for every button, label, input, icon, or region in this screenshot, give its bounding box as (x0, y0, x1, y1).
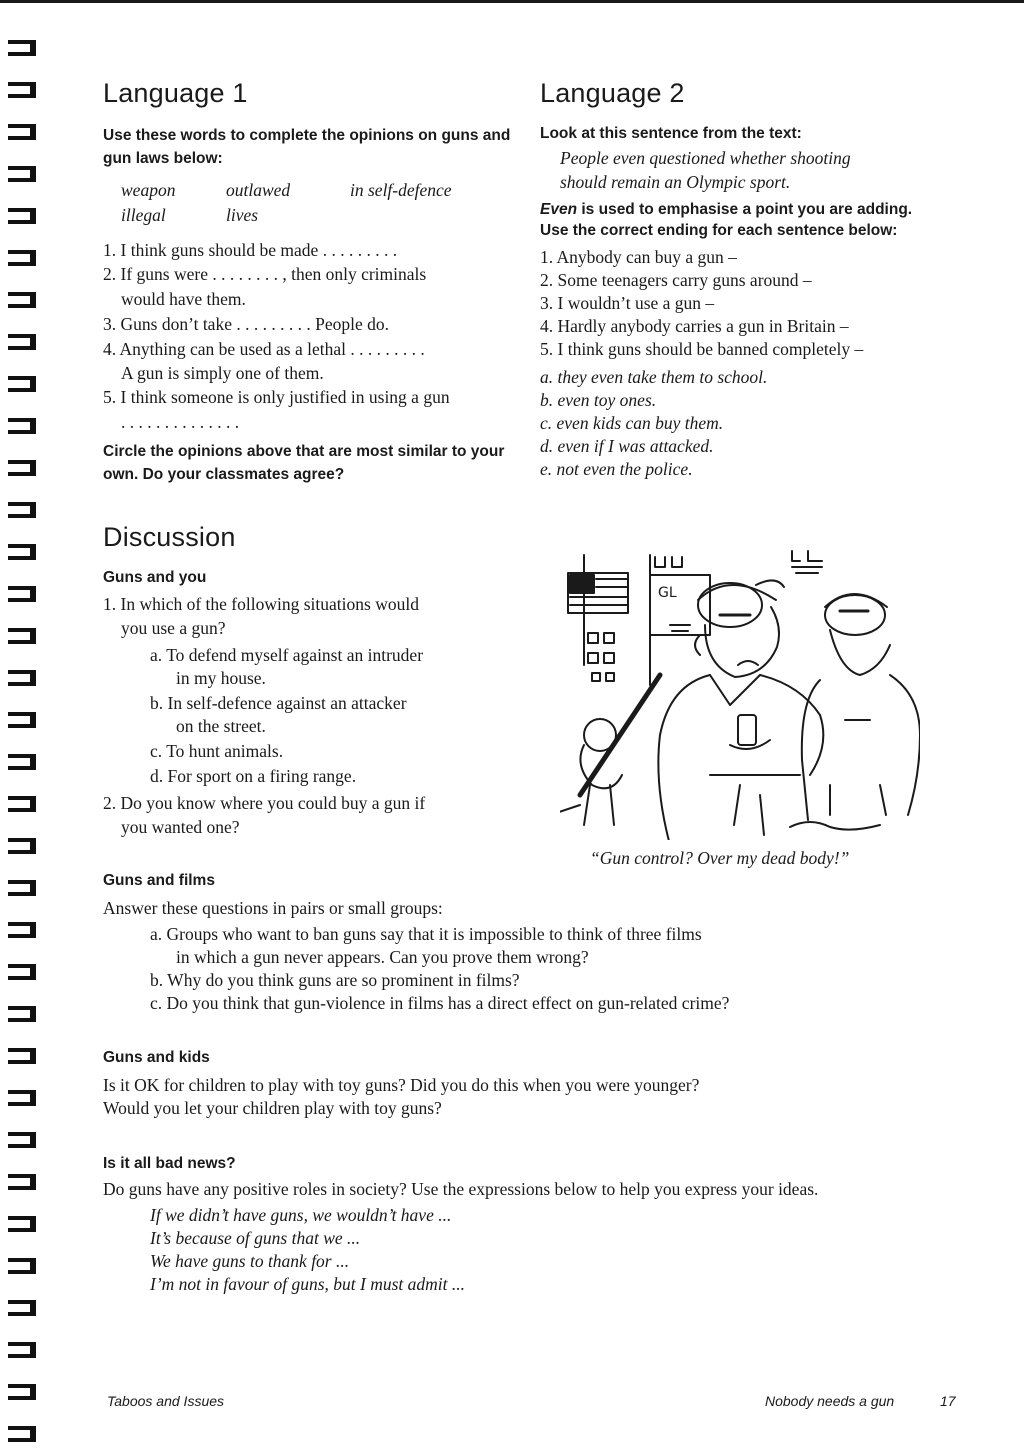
expression-4: I’m not in favour of guns, but I must admit ... (150, 1274, 465, 1294)
language2-item-4: 4. Hardly anybody carries a gun in Britain – (540, 316, 849, 336)
language2-heading: Language 2 (540, 78, 685, 108)
guns-and-kids-line-2: Would you let your children play with toy guns? (103, 1098, 442, 1118)
binding-ring (8, 1426, 36, 1442)
page-number: 17 (940, 1393, 956, 1409)
language1-closing: Circle the opinions above that are most similar to your own. Do your classmates agree? (103, 443, 505, 483)
binding-ring (8, 1216, 36, 1232)
language1-item-3: 3. Guns don’t take . . . . . . . . . People do. (103, 314, 389, 334)
language2-item-3: 3. I wouldn’t use a gun – (540, 293, 715, 313)
footer-right: Nobody needs a gun (765, 1393, 895, 1409)
binding-ring (8, 82, 36, 98)
language2-instruction: Look at this sentence from the text: (540, 125, 802, 142)
language2-instruction-2: Use the correct ending for each sentence below: (540, 222, 898, 239)
binding-ring (8, 208, 36, 224)
guns-and-you-option-c: c. To hunt animals. (150, 741, 284, 761)
binding-ring (8, 1090, 36, 1106)
footer-left: Taboos and Issues (107, 1393, 225, 1409)
language1-heading: Language 1 (103, 78, 248, 108)
binding-ring (8, 418, 36, 434)
expression-1: If we didn’t have guns, we wouldn’t have ... (150, 1205, 452, 1225)
language1-instruction: Use these words to complete the opinions on guns and gun laws below: (103, 127, 511, 167)
binding-ring (8, 334, 36, 350)
binding-ring (8, 502, 36, 518)
guns-and-you-option-a: a. To defend myself against an intruder (150, 645, 424, 665)
word-in-self-defence: in self-defence (350, 180, 452, 200)
guns-and-films-item-a: a. Groups who want to ban guns say that it is impossible to think of three films (150, 924, 702, 944)
ending-a: a. they even take them to school. (540, 367, 768, 387)
binding-ring (8, 250, 36, 266)
binding-ring (8, 544, 36, 560)
guns-and-you-option-a-cont: in my house. (176, 668, 266, 688)
language1-item-4-cont: A gun is simply one of them. (121, 363, 324, 383)
word-weapon: weapon (121, 180, 176, 200)
expression-2: It’s because of guns that we ... (150, 1228, 361, 1248)
guns-and-films-title: Guns and films (103, 872, 215, 889)
quote-line-2: should remain an Olympic sport. (560, 172, 791, 192)
language1-item-4: 4. Anything can be used as a lethal . . . . . . . . . (103, 339, 425, 359)
guns-and-you-q2-cont: you wanted one? (121, 817, 240, 837)
guns-and-films-item-c: c. Do you think that gun-violence in films has a direct effect on gun-related crime? (150, 993, 730, 1013)
ending-b: b. even toy ones. (540, 390, 657, 410)
bad-news-title: Is it all bad news? (103, 1155, 236, 1172)
binding-ring (8, 1048, 36, 1064)
binding-ring (8, 1300, 36, 1316)
word-lives: lives (226, 205, 259, 225)
binding-ring (8, 838, 36, 854)
guns-and-you-q2: 2. Do you know where you could buy a gun if (103, 793, 426, 813)
language1-item-2-cont: would have them. (121, 289, 246, 309)
guns-and-you-option-b-cont: on the street. (176, 716, 266, 736)
even-rest: is used to emphasise a point you are adding. (577, 201, 913, 218)
binding-ring (8, 1132, 36, 1148)
ending-e: e. not even the police. (540, 459, 693, 479)
binding-ring (8, 964, 36, 980)
binding-ring (8, 460, 36, 476)
language1-item-5-cont: . . . . . . . . . . . . . . (121, 412, 240, 432)
cartoon-caption: “Gun control? Over my dead body!” (590, 848, 850, 868)
binding-ring (8, 922, 36, 938)
binding-ring (8, 124, 36, 140)
guns-and-you-option-d: d. For sport on a firing range. (150, 766, 357, 786)
binding-ring (8, 880, 36, 896)
expression-3: We have guns to thank for ... (150, 1251, 350, 1271)
binding-ring (8, 40, 36, 56)
binding-ring (8, 796, 36, 812)
binding-ring (8, 754, 36, 770)
binding-ring (8, 1384, 36, 1400)
discussion-heading: Discussion (103, 522, 236, 552)
binding-ring (8, 670, 36, 686)
language2-item-5: 5. I think guns should be banned completely – (540, 339, 864, 359)
binding-ring (8, 292, 36, 308)
guns-and-films-intro: Answer these questions in pairs or small groups: (103, 898, 443, 918)
binding-ring (8, 1174, 36, 1190)
even-explanation (540, 198, 912, 221)
binding-ring (8, 712, 36, 728)
quote-line-1: People even questioned whether shooting (560, 148, 851, 168)
spiral-binding (0, 0, 48, 1448)
language1-item-1: 1. I think guns should be made . . . . . . . . . (103, 240, 398, 260)
cartoon-illustration (560, 545, 920, 840)
guns-and-films-item-a-cont: in which a gun never appears. Can you prove them wrong? (176, 947, 589, 967)
language2-item-2: 2. Some teenagers carry guns around – (540, 270, 812, 290)
binding-ring (8, 376, 36, 392)
binding-ring (8, 1258, 36, 1274)
guns-and-kids-line-1: Is it OK for children to play with toy guns? Did you do this when you were younger? (103, 1075, 700, 1095)
svg-text:GL: GL (658, 585, 677, 601)
binding-ring (8, 1342, 36, 1358)
guns-and-you-q1: 1. In which of the following situations would (103, 594, 419, 614)
ending-c: c. even kids can buy them. (540, 413, 724, 433)
top-border (0, 0, 1024, 3)
word-illegal: illegal (121, 205, 166, 225)
word-outlawed: outlawed (226, 180, 291, 200)
binding-ring (8, 628, 36, 644)
binding-ring (8, 586, 36, 602)
guns-and-you-title: Guns and you (103, 569, 207, 586)
guns-and-you-option-b: b. In self-defence against an attacker (150, 693, 407, 713)
ending-d: d. even if I was attacked. (540, 436, 714, 456)
guns-and-kids-title: Guns and kids (103, 1049, 210, 1066)
language2-item-1: 1. Anybody can buy a gun – (540, 247, 737, 267)
binding-ring (8, 166, 36, 182)
even-word: Even (540, 201, 578, 218)
language1-item-5: 5. I think someone is only justified in using a gun (103, 387, 450, 407)
guns-and-films-item-b: b. Why do you think guns are so prominent in films? (150, 970, 520, 990)
language1-item-2: 2. If guns were . . . . . . . . , then only criminals (103, 264, 427, 284)
binding-ring (8, 1006, 36, 1022)
bad-news-intro: Do guns have any positive roles in society? Use the expressions below to help you express your ideas. (103, 1179, 819, 1199)
guns-and-you-q1-cont: you use a gun? (121, 618, 226, 638)
